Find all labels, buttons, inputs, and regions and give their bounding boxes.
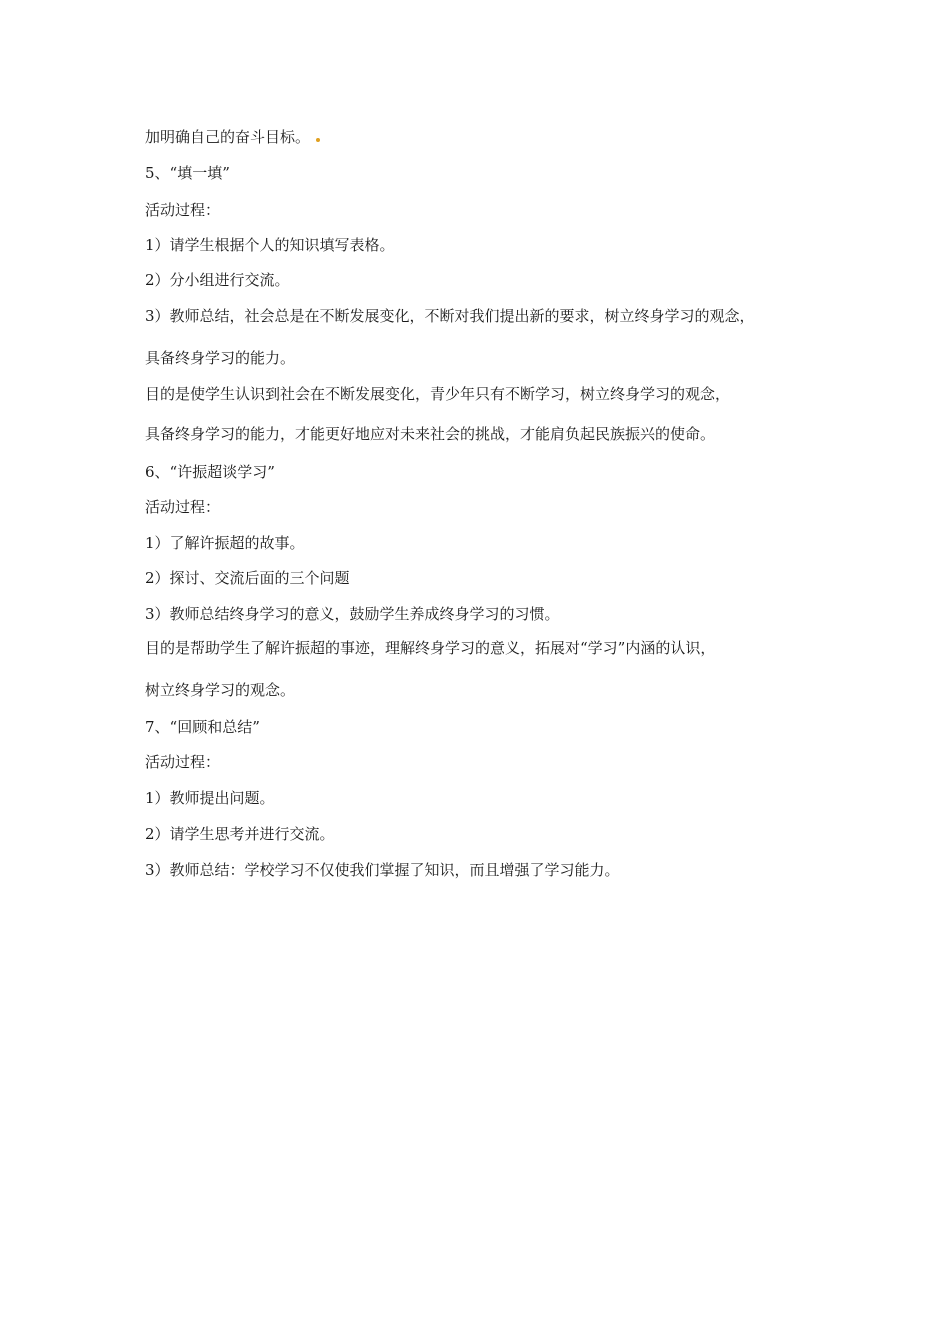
purpose-line-2: 具备终身学习的能力，才能更好地应对未来社会的挑战，才能肩负起民族振兴的使命。	[145, 425, 716, 443]
activity-process-label: 活动过程：	[145, 753, 221, 771]
step-3: 3）教师总结，社会总是在不断发展变化，不断对我们提出新的要求，树立终身学习的观念，	[145, 307, 755, 325]
body-line-1	[145, 127, 321, 147]
step-2: 2）分小组进行交流。	[145, 271, 290, 289]
step-2: 2）探讨、交流后面的三个问题	[145, 569, 350, 587]
step-3: 3）教师总结：学校学习不仅使我们掌握了知识，而且增强了学习能力。	[145, 861, 620, 879]
section-heading-5: 5、“填一填”	[145, 164, 230, 182]
step-2: 2）请学生思考并进行交流。	[145, 825, 335, 843]
step-1: 1）请学生根据个人的知识填写表格。	[145, 236, 395, 254]
activity-process-label: 活动过程：	[145, 201, 221, 219]
purpose-line-2: 树立终身学习的观念。	[145, 681, 296, 699]
section-heading-7: 7、“回顾和总结”	[145, 718, 260, 736]
purpose-line-1: 目的是使学生认识到社会在不断发展变化，青少年只有不断学习，树立终身学习的观念，	[145, 385, 731, 403]
section-heading-6: 6、“许振超谈学习”	[145, 463, 275, 481]
step-1: 1）教师提出问题。	[145, 789, 275, 807]
step-3-continued: 具备终身学习的能力。	[145, 349, 296, 367]
activity-process-label: 活动过程：	[145, 498, 221, 516]
step-1: 1）了解许振超的故事。	[145, 534, 305, 552]
purpose-line-1: 目的是帮助学生了解许振超的事迹，理解终身学习的意义，拓展对“学习”内涵的认识，	[145, 639, 716, 657]
step-3: 3）教师总结终身学习的意义，鼓励学生养成终身学习的习惯。	[145, 605, 560, 623]
mark-dot-icon	[316, 138, 320, 142]
line-text: 加明确自己的奋斗目标。	[145, 128, 311, 146]
